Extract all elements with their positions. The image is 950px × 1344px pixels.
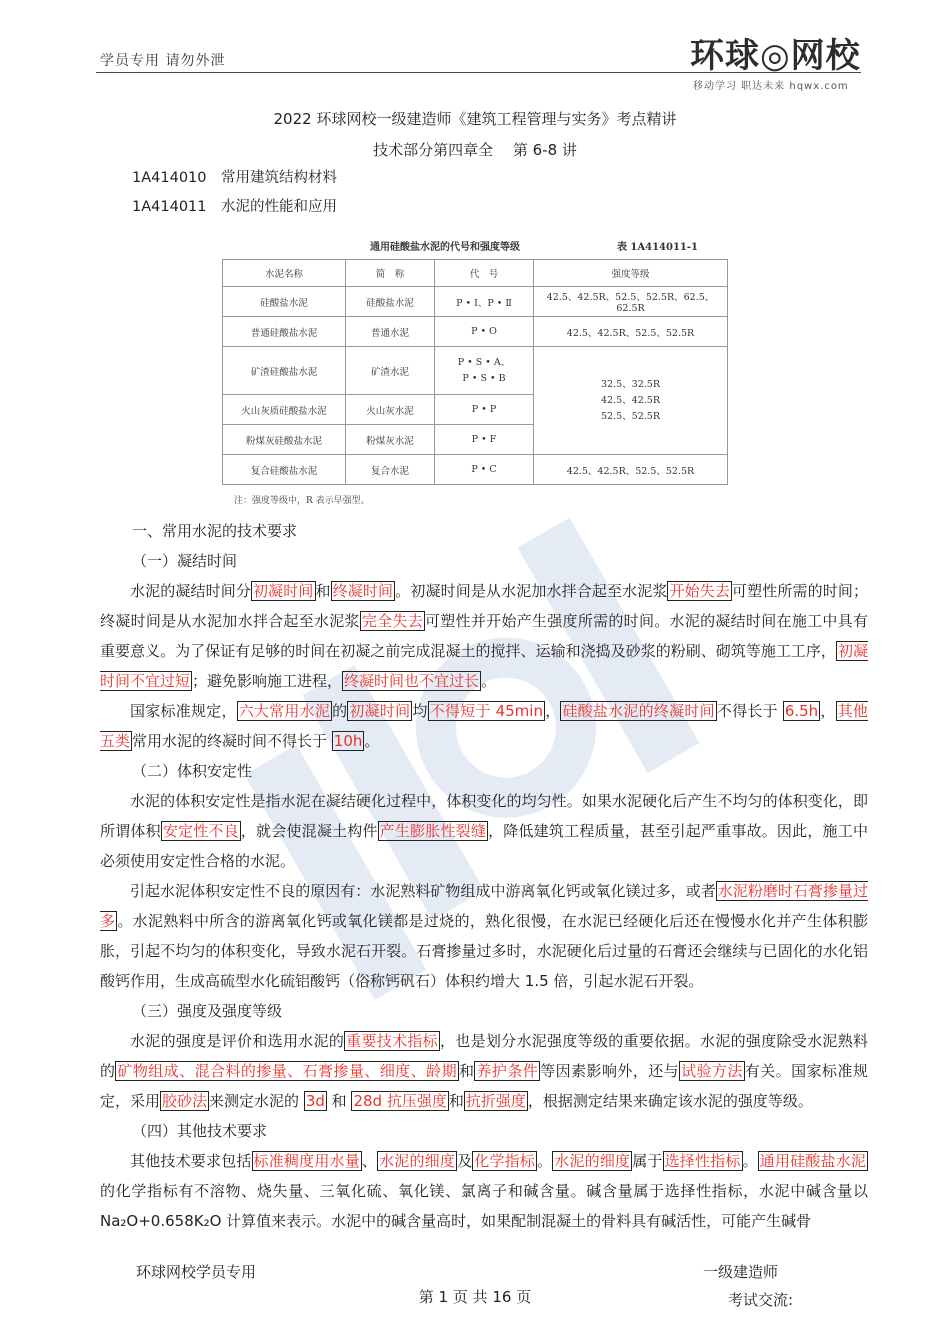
text-run: 的化学指标有不溶物、烧失量、三氧化硫、氧化镁、氯离子和碱含量。碱含量属于选择性指标，水泥中碱含量以 Na₂O+0.658K₂O 计算值来表示。水泥中的碱含量高时，如果配制混凝土的骨料具有碱活性，可能产生碱骨 (100, 1182, 868, 1230)
table-cell: 矿渣水泥 (346, 347, 435, 395)
text-run: 等因素影响外，还与 (540, 1062, 680, 1080)
highlighted-keyword: 通用硅酸盐水泥 (759, 1152, 866, 1170)
table-caption: 通用硅酸盐水泥的代号和强度等级 (370, 242, 520, 253)
text-run: 。 (742, 1152, 758, 1170)
text-run: ， (544, 702, 561, 720)
text-run: 来测定水泥的 (209, 1092, 304, 1110)
text-run: ，就会使混凝土构件 (240, 822, 378, 840)
table-number: 表 1A414011-1 (616, 242, 698, 253)
heading-tech-requirements: 一、常用水泥的技术要求 (132, 522, 298, 540)
highlighted-keyword: 水泥的细度 (554, 1152, 631, 1170)
table-header-cell: 代 号 (435, 260, 534, 287)
text-run: 引起水泥体积安定性不良的原因有：水泥熟料矿物组成中游离氧化钙或氧化镁过多，或者 (130, 882, 716, 900)
highlighted-keyword: 胶砂法 (162, 1092, 208, 1110)
highlighted-keyword: 重要技术指标 (346, 1032, 438, 1050)
brand-logo: 环球◎网校 (690, 36, 861, 76)
brand-slogan: 移动学习 职达未来 hqwx.com (693, 81, 849, 92)
highlighted-keyword: 水泥粉磨时石膏掺量过多 (100, 882, 868, 930)
table-cell: P • S • A、 P • S • B (435, 347, 534, 395)
highlighted-keyword: 初凝时间 (253, 582, 314, 600)
highlighted-keyword: 水泥的细度 (379, 1152, 456, 1170)
text-run: ，降低建筑工程质量，甚至引起严重事故。因此，施工中必须使用安定性合格的水泥。 (100, 822, 868, 870)
body-text (100, 516, 868, 1236)
table-row (223, 317, 728, 347)
table-cell: 42.5、42.5R、52.5、52.5R (534, 455, 728, 485)
page-number: 第 1 页 共 16 页 (418, 1288, 532, 1306)
text-run: ， (820, 702, 836, 720)
text-run: 水泥的体积安定性是指水泥在凝结硬化过程中，体积变化的均匀性。如果水泥硬化后产生不均匀的体积变化，即所谓体积 (100, 792, 868, 840)
paragraph (100, 1146, 868, 1236)
document-title: 2022 环球网校一级建造师《建筑工程管理与实务》考点精讲 (273, 110, 677, 128)
text-run: 国家标准规定， (130, 702, 237, 720)
text-run: 。 (537, 1152, 553, 1170)
text-run: 可塑性所需的时间；终凝时间是从水泥加水拌合起至水泥浆 (100, 582, 868, 630)
highlighted-keyword: 初凝时间不宜过短 (100, 642, 868, 690)
text-run: 及 (457, 1152, 473, 1170)
table-cell: 普通硅酸盐水泥 (223, 317, 346, 347)
text-run: 。 (364, 732, 380, 750)
text-run: 水泥的强度是评价和选用水泥的 (130, 1032, 345, 1050)
table-cell: P • Ⅰ、P • Ⅱ (435, 287, 534, 317)
table-cell: 42.5、42.5R、52.5、52.5R、62.5、62.5R (534, 287, 728, 317)
text-run: 可塑性并开始产生强度所需的时间。水泥的凝结时间在施工中具有重要意义。为了保证有足够的时间在初凝之前完成混凝土的搅拌、运输和浇捣及砂浆的粉刷、砌筑等施工工序， (100, 612, 868, 660)
highlighted-keyword: 抗折强度 (465, 1092, 526, 1110)
text-run: 。初凝时间是从水泥加水拌合起至水泥浆 (395, 582, 668, 600)
highlighted-keyword: 六大常用水泥 (238, 702, 331, 720)
table-cell: 粉煤灰水泥 (346, 425, 435, 455)
highlighted-keyword: 不得短于 45min (429, 702, 543, 720)
text-run: 和 (459, 1062, 475, 1080)
footer-exam-exchange: 考试交流: (728, 1291, 794, 1309)
text-run: 、 (361, 1152, 378, 1170)
table-cell: 普通水泥 (346, 317, 435, 347)
text-run: 均 (412, 702, 428, 720)
text-run: 。水泥熟料中所含的游离氧化钙或氧化镁都是过烧的，熟化很慢，在水泥已经硬化后还在慢慢水化并产生体积膨胀，引起不均匀的体积变化，导致水泥石开裂。石膏掺量过多时，水泥硬化后过量的石膏还会继续与已固化的水化铝酸钙作用，生成高硫型水化硫铝酸钙（俗称钙矾石）体积约增大 1.5 倍，引起水泥石开裂。 (100, 912, 868, 990)
section-code-2: 1A414011 水泥的性能和应用 (132, 199, 337, 215)
table-cell: 矿渣硅酸盐水泥 (223, 347, 346, 395)
paragraph (100, 576, 868, 696)
table-cell: 复合水泥 (346, 455, 435, 485)
highlighted-keyword: 完全失去 (361, 612, 423, 630)
table-cell: 火山灰水泥 (346, 395, 435, 425)
highlighted-keyword: 化学指标 (474, 1152, 536, 1170)
highlighted-keyword: 试验方法 (681, 1062, 743, 1080)
cement-grade-table (222, 259, 728, 485)
table-cell: 42.5、42.5R、52.5、52.5R (534, 317, 728, 347)
table-cell-merged-grade: 32.5、32.5R 42.5、42.5R 52.5、52.5R (534, 347, 728, 455)
footer-left-label: 环球网校学员专用 (136, 1263, 257, 1281)
table-cell: 硅酸盐水泥 (346, 287, 435, 317)
highlighted-keyword: 开始失去 (669, 582, 730, 600)
paragraph (100, 1026, 868, 1116)
text-run: 水泥的凝结时间分 (130, 582, 252, 600)
table-cell: 粉煤灰硅酸盐水泥 (223, 425, 346, 455)
highlighted-keyword: 终凝时间 (332, 582, 394, 600)
highlighted-keyword: 标准稠度用水量 (253, 1152, 360, 1170)
highlighted-keyword: 产生膨胀性裂缝 (379, 822, 487, 840)
table-cell: P • O (435, 317, 534, 347)
text-run: 常用水泥的终凝时间不得长于 (132, 732, 332, 750)
table-row (223, 455, 728, 485)
highlighted-keyword: 硅酸盐水泥的终凝时间 (562, 702, 715, 720)
table-cell: P • C (435, 455, 534, 485)
section-code-1: 1A414010 常用建筑结构材料 (132, 170, 337, 186)
table-cell: P • F (435, 425, 534, 455)
highlighted-keyword: 初凝时间 (349, 702, 411, 720)
text-run: 和 (315, 582, 331, 600)
text-run: 和 (448, 1092, 464, 1110)
text-run: 不得长于 (716, 702, 783, 720)
highlighted-keyword: 终凝时间也不宜过长 (344, 672, 480, 690)
table-header-cell: 水泥名称 (223, 260, 346, 287)
highlighted-keyword: 安定性不良 (162, 822, 239, 840)
heading-setting-time: （一）凝结时间 (132, 552, 238, 570)
table-cell: 火山灰质硅酸盐水泥 (223, 395, 346, 425)
paragraph (100, 786, 868, 876)
highlighted-keyword: 其他五类 (100, 702, 868, 750)
text-run: ，根据测定结果来确定该水泥的强度等级。 (527, 1092, 813, 1110)
text-run: ；避免影响施工进程， (192, 672, 343, 690)
text-run: 的 (332, 702, 348, 720)
heading-strength: （三）强度及强度等级 (132, 1002, 283, 1020)
paragraph (100, 876, 868, 996)
table-row (223, 347, 728, 395)
table-note: 注：强度等级中，R 表示早强型。 (234, 496, 370, 506)
text-run: ，也是划分水泥强度等级的重要依据。水泥的强度除受水泥熟料的 (100, 1032, 868, 1080)
table-cell: 硅酸盐水泥 (223, 287, 346, 317)
highlighted-keyword: 10h (333, 732, 363, 750)
heading-soundness: （二）体积安定性 (132, 762, 253, 780)
document-subtitle: 技术部分第四章全 第 6-8 讲 (373, 141, 577, 159)
text-run: 。 (481, 672, 497, 690)
highlighted-keyword: 养护条件 (476, 1062, 539, 1080)
footer-right-label: 一级建造师 (703, 1263, 779, 1281)
highlighted-keyword: 选择性指标 (664, 1152, 741, 1170)
table-cell: 复合硅酸盐水泥 (223, 455, 346, 485)
table-cell: P • P (435, 395, 534, 425)
highlighted-keyword: 3d (305, 1092, 325, 1110)
table-header-cell: 强度等级 (534, 260, 728, 287)
cement-table-figure (222, 232, 728, 506)
text-run: 属于 (632, 1152, 663, 1170)
text-run: 和 (326, 1092, 352, 1110)
text-run: 其他技术要求包括 (130, 1152, 252, 1170)
highlighted-keyword: 6.5h (784, 702, 819, 720)
highlighted-keyword: 28d 抗压强度 (353, 1092, 447, 1110)
text-run: 有关。国家标准规定，采用 (100, 1062, 868, 1110)
highlighted-keyword: 矿物组成、混合料的掺量、石膏掺量、细度、龄期 (117, 1062, 458, 1080)
table-header-row (223, 260, 728, 287)
paragraph (100, 696, 868, 756)
heading-other-requirements: （四）其他技术要求 (132, 1122, 268, 1140)
table-header-cell: 简 称 (346, 260, 435, 287)
table-row (223, 287, 728, 317)
header-confidential-label: 学员专用 请勿外泄 (100, 53, 226, 69)
